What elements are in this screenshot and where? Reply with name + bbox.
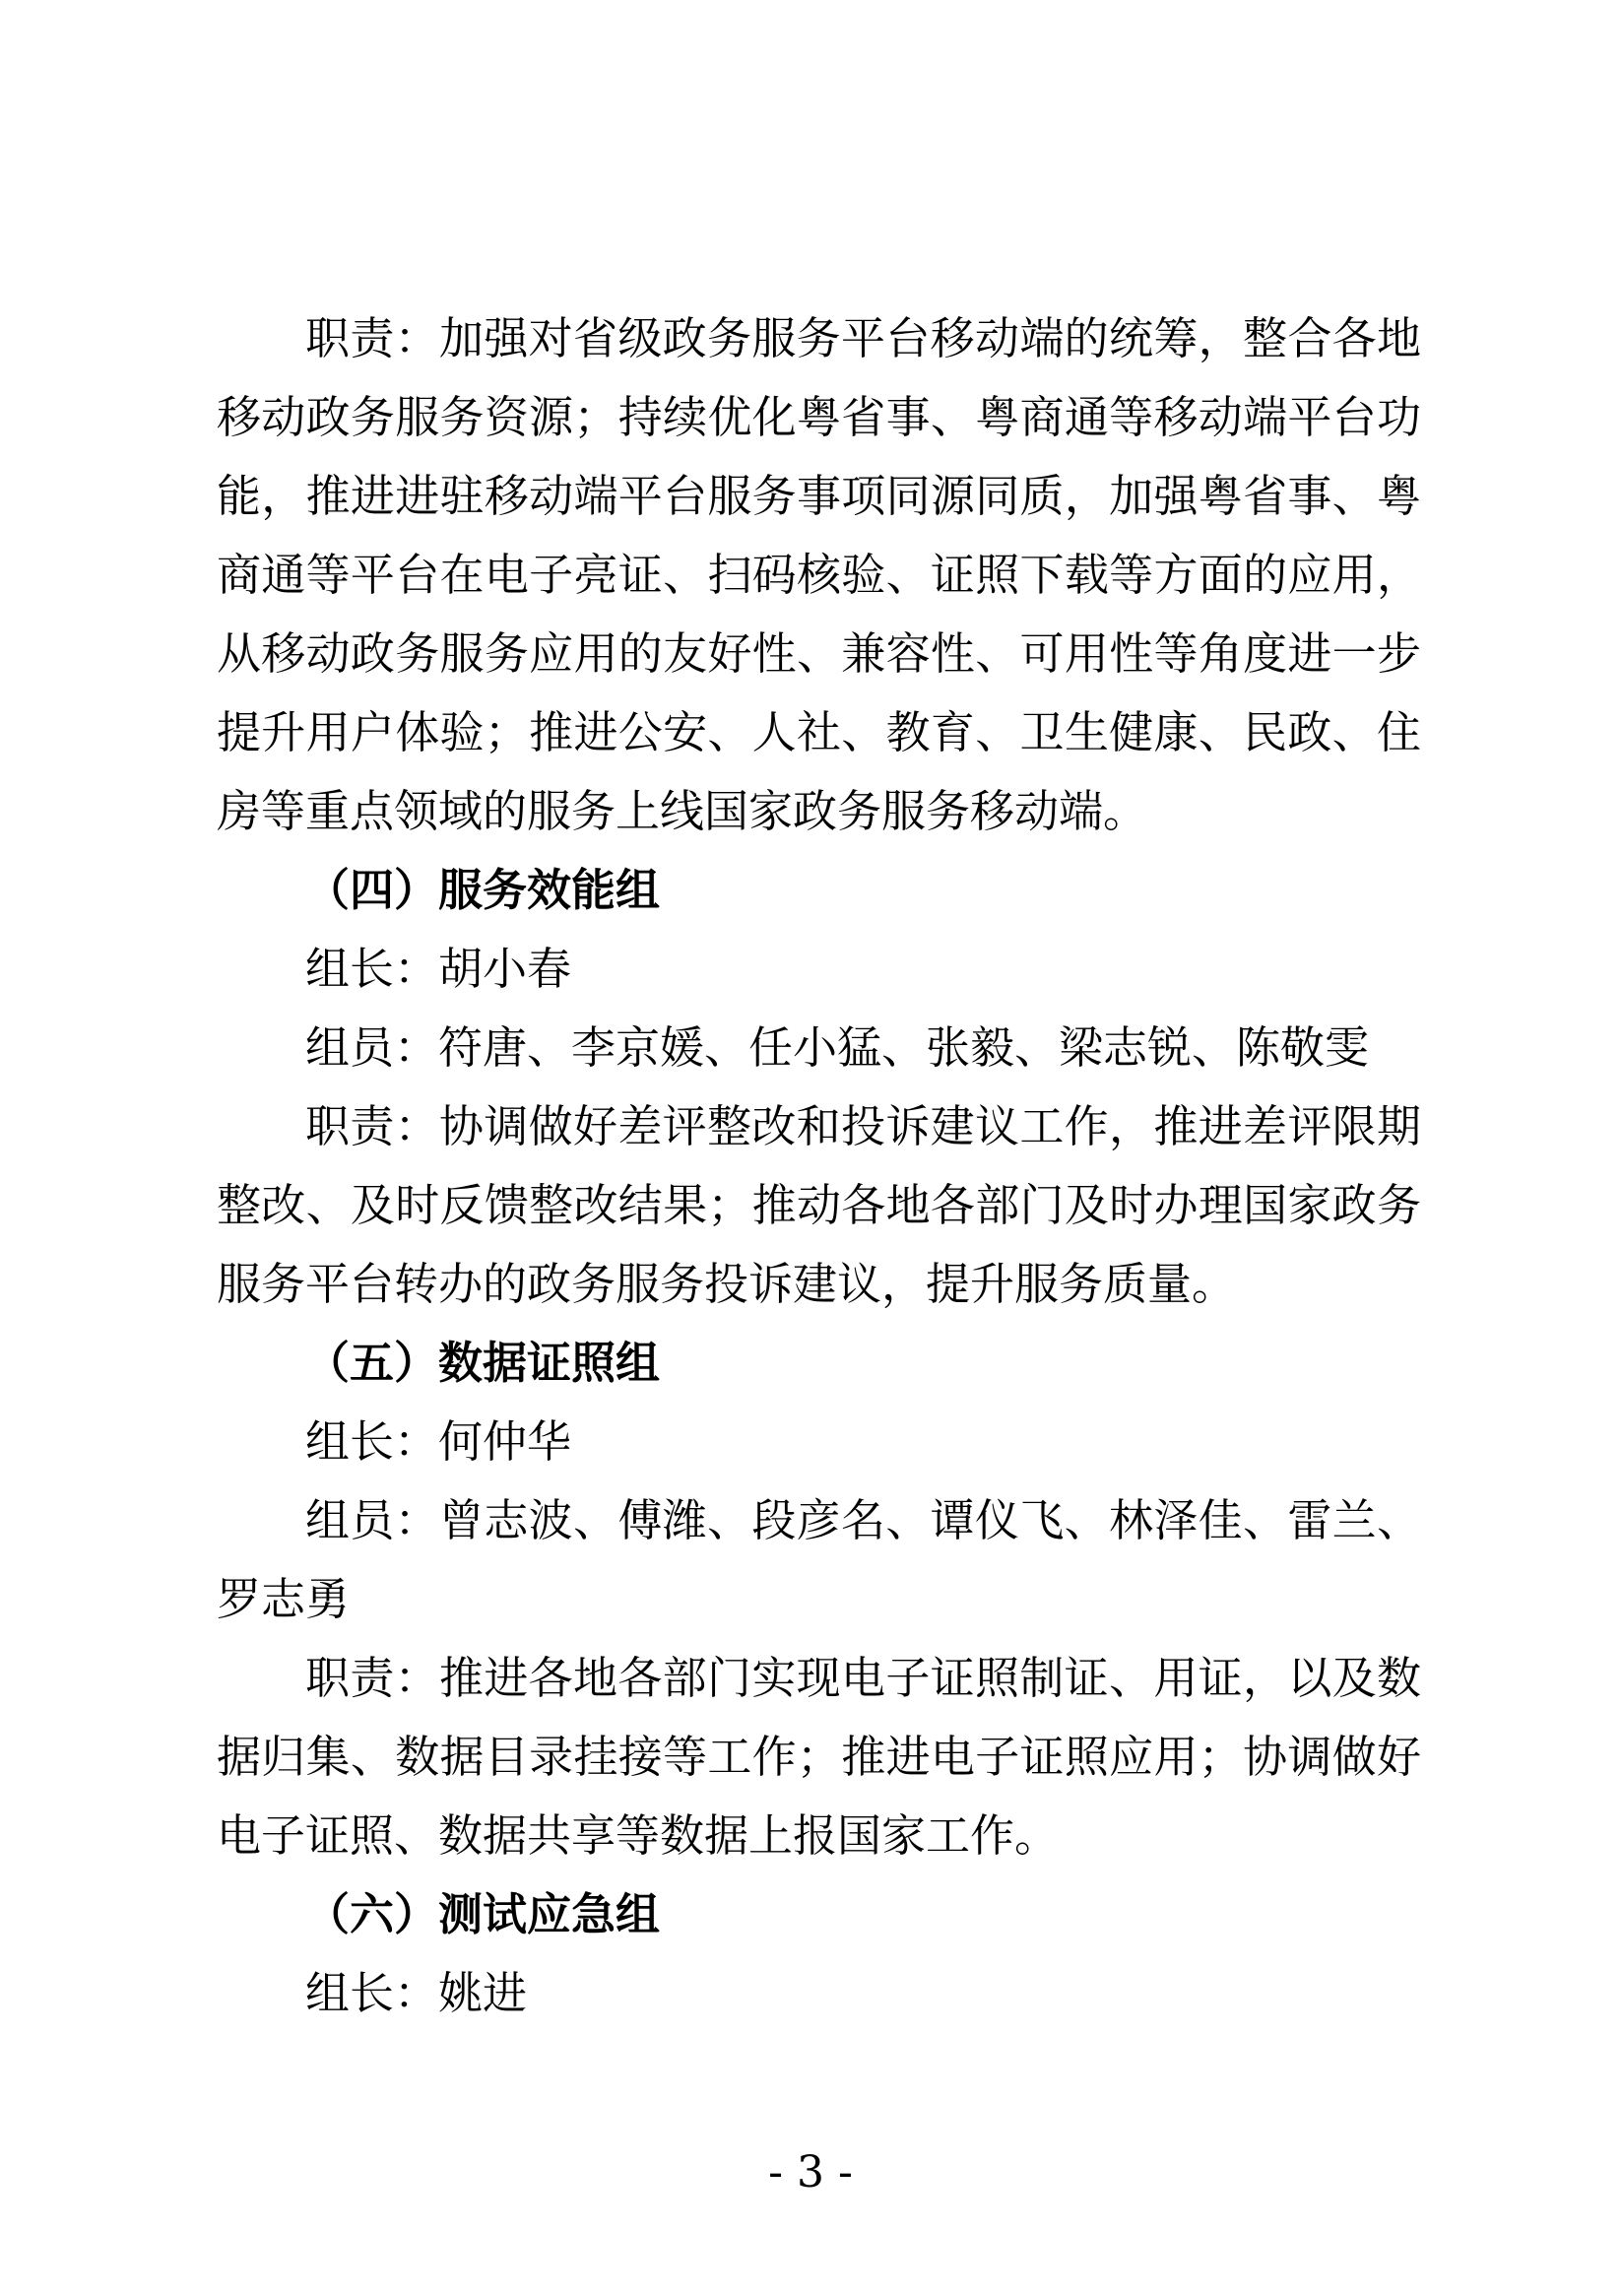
group5-duties-line1: 职责：推进各地各部门实现电子证照制证、用证，以及数 (305, 1652, 1421, 1704)
duties-para1-line6: 提升用户体验；推进公安、人社、教育、卫生健康、民政、住 (217, 706, 1421, 758)
group4-duties-line2: 整改、及时反馈整改结果；推动各地各部门及时办理国家政务 (217, 1179, 1421, 1231)
section-heading-group4: （四）服务效能组 (305, 864, 661, 916)
duties-para1-line4: 商通等平台在电子亮证、扫码核验、证照下载等方面的应用， (217, 549, 1421, 601)
duties-para1-line2: 移动政务服务资源；持续优化粤省事、粤商通等移动端平台功 (217, 391, 1421, 443)
duties-para1-line7: 房等重点领域的服务上线国家政务服务移动端。 (217, 785, 1148, 837)
group4-leader-line: 组长：胡小春 (305, 943, 572, 995)
section-heading-group5: （五）数据证照组 (305, 1337, 661, 1389)
section-heading-group6: （六）测试应急组 (305, 1888, 661, 1940)
duties-para1-line3: 能，推进进驻移动端平台服务事项同源同质，加强粤省事、粤 (217, 470, 1421, 522)
group4-members-line: 组员：符唐、李京媛、任小猛、张毅、梁志锐、陈敬雯 (305, 1021, 1370, 1074)
document-text-block (217, 299, 1421, 2033)
group6-leader-line: 组长：姚进 (305, 1967, 528, 2019)
group5-leader-line: 组长：何仲华 (305, 1415, 572, 1468)
group5-duties-line2: 据归集、数据目录挂接等工作；推进电子证照应用；协调做好 (217, 1731, 1421, 1783)
group5-members-line2: 罗志勇 (217, 1573, 351, 1625)
duties-para1-line1: 职责：加强对省级政务服务平台移动端的统筹，整合各地 (305, 312, 1421, 364)
page-number: - 3 - (768, 2147, 853, 2198)
group4-duties-line3: 服务平台转办的政务服务投诉建议，提升服务质量。 (217, 1258, 1237, 1310)
duties-para1-line5: 从移动政务服务应用的友好性、兼容性、可用性等角度进一步 (217, 627, 1421, 680)
group5-members-line1: 组员：曾志波、傅潍、段彦名、谭仪飞、林泽佳、雷兰、 (305, 1494, 1421, 1546)
group4-duties-line1: 职责：协调做好差评整改和投诉建议工作，推进差评限期 (305, 1100, 1421, 1152)
group5-duties-line3: 电子证照、数据共享等数据上报国家工作。 (217, 1809, 1060, 1862)
